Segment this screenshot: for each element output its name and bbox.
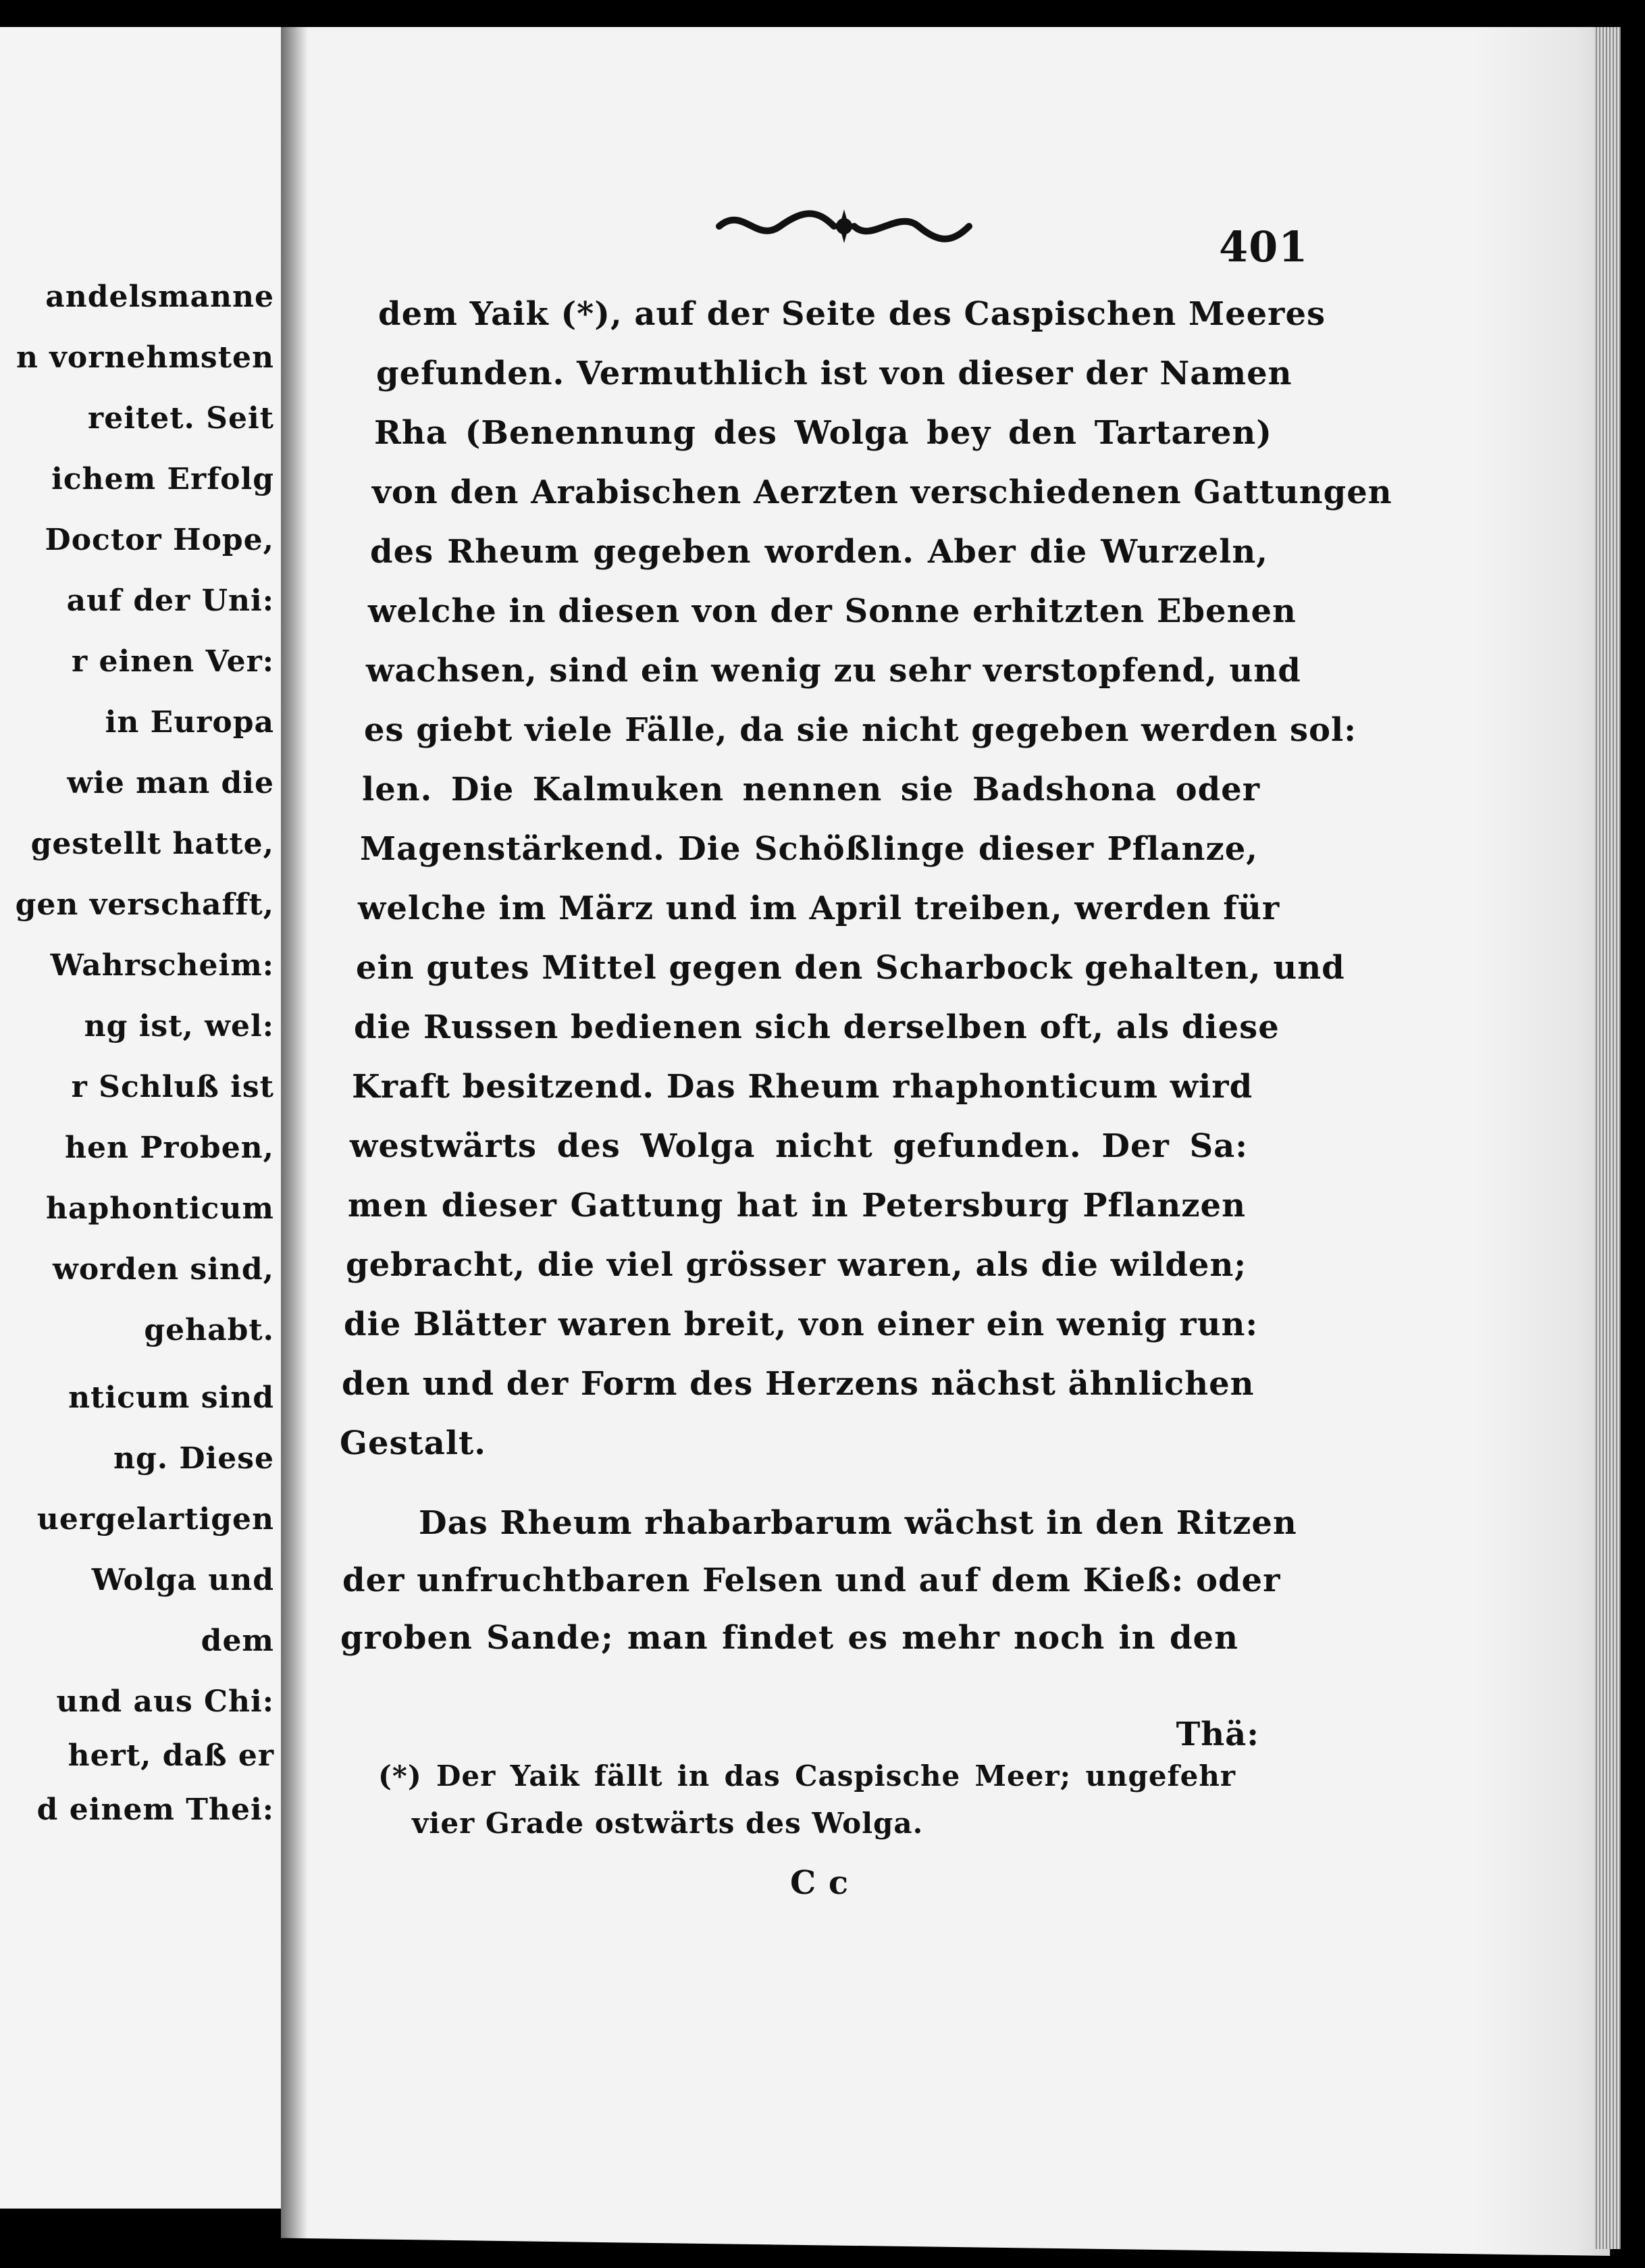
body-line: gefunden. Vermuthlich ist von dieser der Namen bbox=[376, 355, 1292, 392]
left-page-line: nticum sind bbox=[68, 1381, 274, 1415]
body-line: dem Yaik (*), auf der Seite des Caspischen Meeres bbox=[378, 295, 1326, 333]
left-page-line: Wolga und bbox=[91, 1563, 274, 1597]
body-line: ein gutes Mittel gegen den Scharbock gehalten, und bbox=[356, 949, 1345, 987]
body-line: den und der Form des Herzens nächst ähnlichen bbox=[342, 1365, 1255, 1403]
body-line: Gestalt. bbox=[340, 1424, 486, 1462]
body-line: die Blätter waren breit, von einer ein wenig run: bbox=[344, 1306, 1259, 1343]
left-page-line: auf der Uni: bbox=[66, 584, 274, 618]
left-page-line: ng ist, wel: bbox=[84, 1009, 274, 1043]
body-line: Kraft besitzend. Das Rheum rhaphonticum wird bbox=[352, 1068, 1253, 1106]
signature-mark: C c bbox=[790, 1864, 850, 1902]
catchword: Thä: bbox=[1176, 1716, 1259, 1753]
body-line: welche im März und im April treiben, werden für bbox=[358, 890, 1280, 927]
left-page-line: ichem Erfolg bbox=[51, 462, 274, 496]
body-line: gebracht, die viel grösser waren, als die wilden; bbox=[346, 1246, 1247, 1284]
body-line: des Rheum gegeben worden. Aber die Wurzeln, bbox=[370, 533, 1268, 571]
left-page-line: worden sind, bbox=[52, 1252, 274, 1287]
left-page-line: wie man die bbox=[67, 766, 274, 800]
footnote-line: (*) Der Yaik fällt in das Caspische Meer; ungefehr bbox=[378, 1759, 1236, 1793]
left-page-line: andelsmanne bbox=[45, 280, 274, 314]
left-page bbox=[0, 27, 281, 2209]
left-page-line: dem bbox=[201, 1624, 274, 1658]
body-line: westwärts des Wolga nicht gefunden. Der Sa: bbox=[350, 1127, 1248, 1165]
ornament-headpiece bbox=[716, 203, 972, 250]
left-page-line: haphonticum bbox=[46, 1191, 274, 1226]
left-page-line: in Europa bbox=[105, 705, 274, 740]
body-line: der unfruchtbaren Felsen und auf dem Kieß: oder bbox=[342, 1562, 1281, 1599]
left-page-line: und aus Chi: bbox=[56, 1684, 274, 1719]
body-line: groben Sande; man findet es mehr noch in den bbox=[340, 1619, 1238, 1657]
left-page-line: r Schluß ist bbox=[71, 1070, 274, 1104]
left-page-line: reitet. Seit bbox=[88, 401, 274, 436]
footnote-line: vier Grade ostwärts des Wolga. bbox=[412, 1807, 924, 1840]
left-page-line: hen Proben, bbox=[65, 1131, 274, 1165]
body-line: es giebt viele Fälle, da sie nicht gegeben werden sol: bbox=[364, 711, 1357, 749]
body-line: Rha (Benennung des Wolga bey den Tartaren) bbox=[374, 414, 1272, 452]
page-number: 401 bbox=[1219, 222, 1309, 272]
left-page-line: gen verschafft, bbox=[15, 887, 274, 922]
left-page-line: uergelartigen bbox=[36, 1502, 274, 1537]
left-page-line: ng. Diese bbox=[113, 1441, 274, 1476]
body-line: Magenstärkend. Die Schößlinge dieser Pflanze, bbox=[360, 830, 1258, 868]
left-page-line: r einen Ver: bbox=[71, 644, 274, 679]
page-edges bbox=[1594, 27, 1621, 2249]
left-page-line: n vornehmsten bbox=[16, 340, 274, 375]
body-line: men dieser Gattung hat in Petersburg Pflanzen bbox=[348, 1187, 1246, 1225]
left-page-line: gestellt hatte, bbox=[30, 827, 274, 861]
body-line: die Russen bedienen sich derselben oft, als diese bbox=[354, 1008, 1280, 1046]
left-page-line: gehabt. bbox=[144, 1313, 274, 1347]
left-page-line: d einem Thei: bbox=[36, 1793, 274, 1827]
left-page-line: hert, daß er bbox=[68, 1738, 274, 1773]
body-line: Das Rheum rhabarbarum wächst in den Ritzen bbox=[419, 1504, 1297, 1542]
body-line: welche in diesen von der Sonne erhitzten Ebenen bbox=[368, 592, 1297, 630]
body-line: len. Die Kalmuken nennen sie Badshona oder bbox=[362, 771, 1260, 808]
left-page-line: Wahrscheim: bbox=[50, 948, 274, 983]
body-line: wachsen, sind ein wenig zu sehr verstopfend, und bbox=[366, 652, 1301, 690]
left-page-line: Doctor Hope, bbox=[45, 523, 274, 557]
body-line: von den Arabischen Aerzten verschiedenen Gattungen bbox=[372, 473, 1392, 511]
